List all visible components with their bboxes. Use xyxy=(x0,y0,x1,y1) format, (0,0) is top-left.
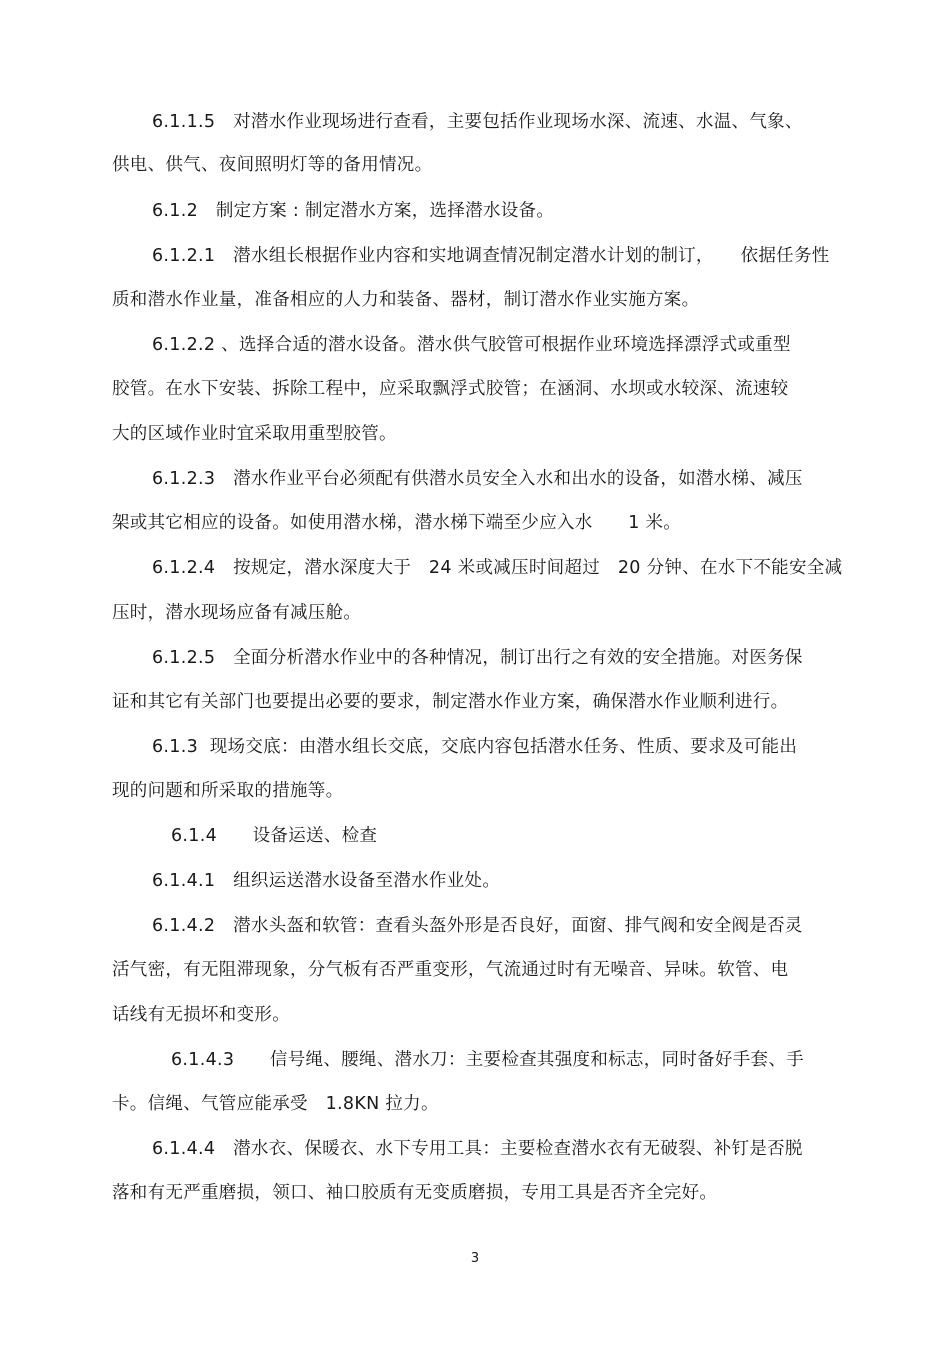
text-line: 6.1.2.5 全面分析潜水作业中的各种情况，制订出行之有效的安全措施。对医务保 xyxy=(152,648,803,668)
text-line: 6.1.2.4 按规定，潜水深度大于 24 米或减压时间超过 20 分钟、在水下不能安全减 xyxy=(152,558,843,578)
text-line: 供电、供气、夜间照明灯等的备用情况。 xyxy=(112,155,433,175)
text-line: 6.1.3 现场交底：由潜水组长交底，交底内容包括潜水任务、性质、要求及可能出 xyxy=(152,737,798,757)
text-line: 6.1.4.4 潜水衣、保暖衣、水下专用工具：主要检查潜水衣有无破裂、补钉是否脱 xyxy=(152,1139,803,1159)
text-line: 6.1.1.5 对潜水作业现场进行查看，主要包括作业现场水深、流速、水温、气象、 xyxy=(152,112,803,132)
text-line: 大的区域作业时宜采取用重型胶管。 xyxy=(112,424,397,444)
text-line: 卡。信绳、气管应能承受 1.8KN 拉力。 xyxy=(112,1094,439,1114)
text-line: 压时，潜水现场应备有减压舱。 xyxy=(112,603,362,623)
text-line: 6.1.2 制定方案 : 制定潜水方案，选择潜水设备。 xyxy=(152,201,555,221)
text-line: 6.1.4.1 组织运送潜水设备至潜水作业处。 xyxy=(152,871,501,891)
page-number: 3 xyxy=(470,1251,480,1266)
text-line: 6.1.2.1 潜水组长根据作业内容和实地调查情况制定潜水计划的制订， 依据任务性 xyxy=(152,246,830,266)
text-line: 架或其它相应的设备。如使用潜水梯，潜水梯下端至少应入水 1 米。 xyxy=(112,513,682,533)
text-line: 活气密，有无阻滞现象，分气板有否严重变形，气流通过时有无噪音、异味。软管、电 xyxy=(112,960,789,980)
text-line: 6.1.4.3 信号绳、腰绳、潜水刀：主要检查其强度和标志，同时备好手套、手 xyxy=(171,1050,804,1070)
section-heading: 6.1.4 设备运送、检查 xyxy=(171,826,378,846)
text-line: 6.1.2.2 、选择合适的潜水设备。潜水供气胶管可根据作业环境选择漂浮式或重型 xyxy=(152,335,791,355)
text-line: 话线有无损坏和变形。 xyxy=(112,1005,290,1025)
text-line: 胶管。在水下安装、拆除工程中，应采取飘浮式胶管；在涵洞、水坝或水较深、流速较 xyxy=(112,379,789,399)
text-line: 6.1.2.3 潜水作业平台必须配有供潜水员安全入水和出水的设备，如潜水梯、减压 xyxy=(152,469,803,489)
text-line: 6.1.4.2 潜水头盔和软管：查看头盔外形是否良好，面窗、排气阀和安全阀是否灵 xyxy=(152,916,803,936)
text-line: 质和潜水作业量，准备相应的人力和装备、器材，制订潜水作业实施方案。 xyxy=(112,290,700,310)
text-line: 证和其它有关部门也要提出必要的要求，制定潜水作业方案，确保潜水作业顺利进行。 xyxy=(112,692,789,712)
text-line: 现的问题和所采取的措施等。 xyxy=(112,781,344,801)
text-line: 落和有无严重磨损，领口、袖口胶质有无变质磨损，专用工具是否齐全完好。 xyxy=(112,1183,718,1203)
